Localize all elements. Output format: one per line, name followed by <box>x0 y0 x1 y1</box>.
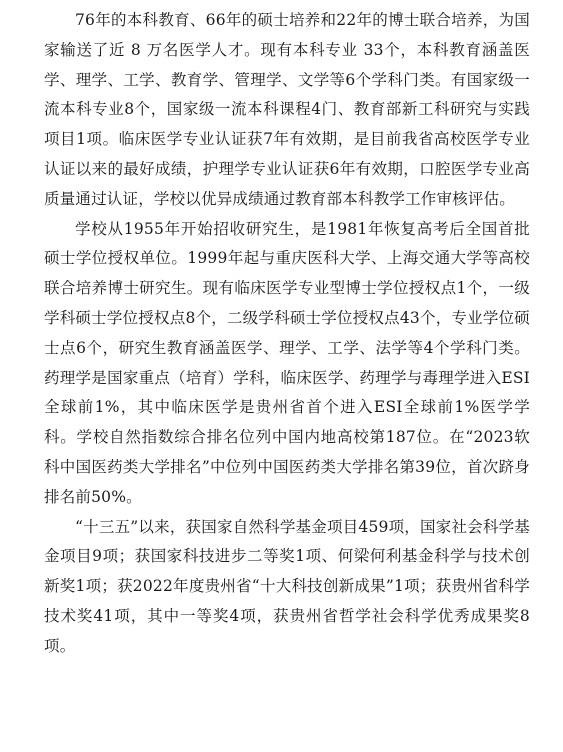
paragraph-graduate: 学校从1955年开始招收研究生，是1981年恢复高考后全国首批硕士学位授权单位。1999年起与重庆医科大学、上海交通大学等高校联合培养博士研究生。现有临床医学专业型博士学位授权点1个，一级学科硕士学位授权点8个，二级学科硕士学位授权点43个，专业学位硕士点6个，研究生教育涵盖医学、理学、工学、法学等4个学科门类。药理学是国家重点（培育）学科，临床医学、药理学与毒理学进入ESI全球前1%，其中临床医学是贵州省首个进入ESI全球前1%医学学科。学校自然指数综合排名位列中国内地高校第187位。在“2023软科中国医药类大学排名”中位列中国医药类大学排名第39位，首次跻身排名前50%。 <box>44 219 530 506</box>
document-body <box>44 6 530 662</box>
paragraph-research: “十三五”以来，获国家自然科学基金项目459项，国家社会科学基金项目9项；获国家科技进步二等奖1项、何梁何利基金科学与技术创新奖1项；获2022年度贵州省“十大科技创新成果”1项；获贵州省科学技术奖41项，其中一等奖4项，获贵州省哲学社会科学优秀成果奖8项。 <box>44 517 530 655</box>
paragraph-education: 76年的本科教育、66年的硕士培养和22年的博士联合培养，为国家输送了近 8 万名医学人才。现有本科专业 33个，本科教育涵盖医学、理学、工学、教育学、管理学、文学等6个学科门类。有国家级一流本科专业8个，国家级一流本科课程4门、教育部新工科研究与实践项目1项。临床医学专业认证获7年有效期，是目前我省高校医学专业认证以来的最好成绩，护理学专业认证获6年有效期，口腔医学专业高质量通过认证，学校以优异成绩通过教育部本科教学工作审核评估。 <box>44 11 530 208</box>
